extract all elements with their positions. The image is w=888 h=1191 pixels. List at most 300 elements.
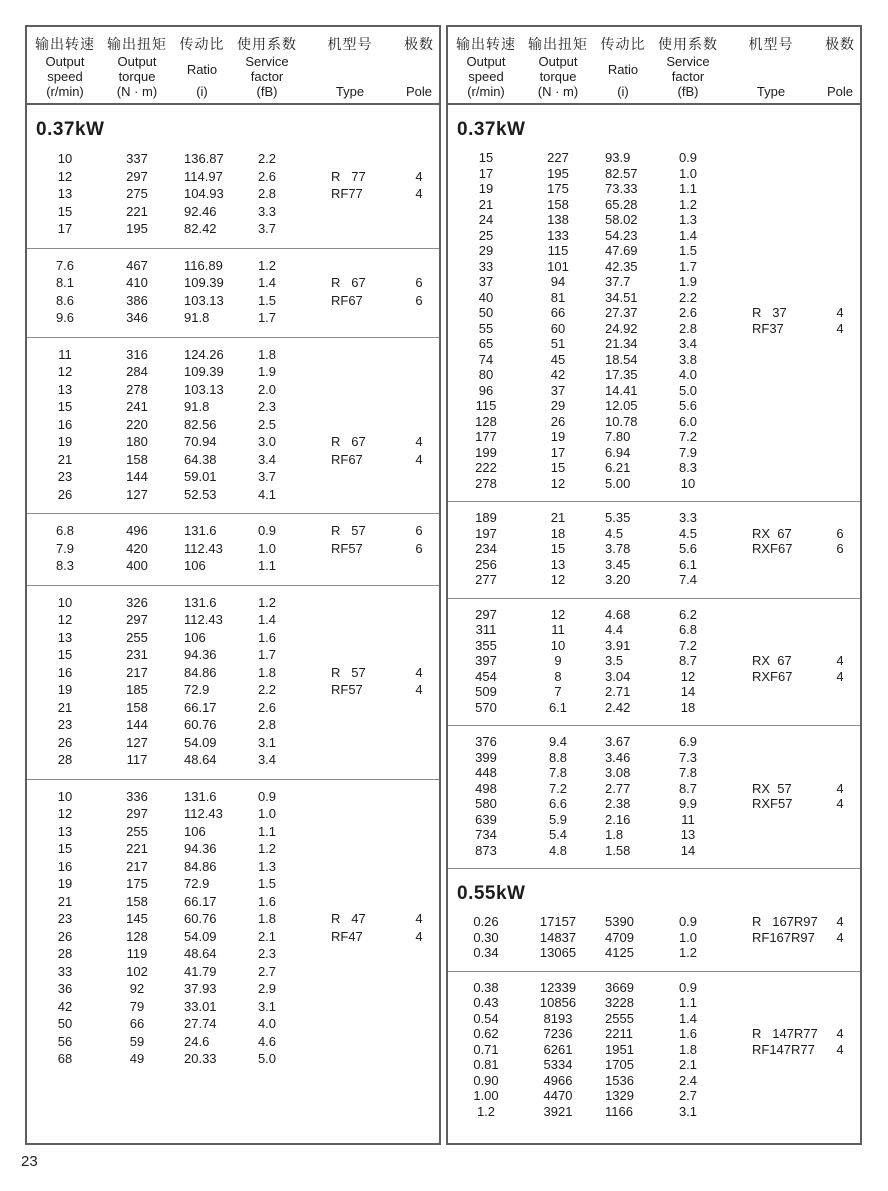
cell-pole: 6 <box>415 540 423 556</box>
cell-service-factor: 1.6 <box>257 893 277 909</box>
table-block <box>448 868 860 971</box>
cell-ratio: 33.01 <box>184 998 217 1014</box>
cell-ratio: 48.64 <box>184 752 217 768</box>
cell-pole: 4 <box>836 1041 844 1057</box>
table-row <box>448 336 860 352</box>
header-en-label <box>666 54 709 84</box>
cell-ratio: 66.17 <box>184 699 217 715</box>
cell-torque: 336 <box>126 788 148 804</box>
page-number: 23 <box>21 1153 38 1170</box>
cell-torque: 6.6 <box>548 796 568 812</box>
table-row <box>27 274 439 292</box>
table-row <box>448 1042 860 1058</box>
table-row <box>27 646 439 664</box>
cell-service-factor: 7.3 <box>678 749 698 765</box>
cell-type: RXF57 <box>752 796 793 812</box>
cell-ratio: 4.5 <box>605 525 624 541</box>
cell-pole: 4 <box>836 796 844 812</box>
cell-torque: 8.8 <box>548 749 568 765</box>
cell-torque: 175 <box>547 181 569 197</box>
cell-ratio: 3.46 <box>605 749 631 765</box>
cell-ratio: 7.80 <box>605 429 631 445</box>
table-block <box>27 337 439 514</box>
cell-ratio: 73.33 <box>605 181 638 197</box>
table-row <box>27 292 439 310</box>
cell-speed: 13 <box>57 381 73 397</box>
table-row <box>448 367 860 383</box>
cell-ratio: 106 <box>184 629 206 645</box>
cell-pole: 6 <box>415 292 423 308</box>
cell-ratio: 60.76 <box>184 911 217 927</box>
cell-type: R 57 <box>331 523 366 539</box>
cell-ratio: 65.28 <box>605 196 638 212</box>
header-zh-label: 机型号 <box>748 36 794 52</box>
cell-pole: 6 <box>415 523 423 539</box>
table-row <box>27 681 439 699</box>
cell-service-factor: 3.1 <box>257 998 277 1014</box>
cell-service-factor: 13 <box>680 827 696 843</box>
cell-speed: 65 <box>478 336 494 352</box>
cell-pole: 4 <box>415 911 423 927</box>
cell-type: R 167R97 <box>752 914 818 930</box>
cell-speed: 26 <box>57 486 73 502</box>
cell-ratio: 4.68 <box>605 606 631 622</box>
cell-service-factor: 6.9 <box>678 734 698 750</box>
header-en-line: Service <box>245 54 289 69</box>
header-zh-label: 传动比 <box>600 36 646 52</box>
header-en-line: Service <box>666 54 710 69</box>
table-row <box>448 150 860 166</box>
cell-speed: 7.9 <box>55 540 75 556</box>
table-row <box>27 1015 439 1033</box>
cell-ratio: 54.09 <box>184 734 217 750</box>
cell-ratio: 52.53 <box>184 486 217 502</box>
cell-ratio: 5.35 <box>605 510 631 526</box>
cell-torque: 17157 <box>539 914 577 930</box>
table-row <box>448 526 860 542</box>
cell-torque: 6.1 <box>548 699 568 715</box>
cell-ratio: 131.6 <box>184 788 217 804</box>
table-row <box>448 700 860 716</box>
table-header <box>27 27 439 105</box>
cell-type: RF67 <box>331 292 363 308</box>
cell-service-factor: 8.7 <box>678 653 698 669</box>
cell-service-factor: 1.5 <box>257 292 277 308</box>
cell-speed: 297 <box>475 606 497 622</box>
header-unit-label: (fB) <box>256 84 278 99</box>
table-row <box>27 309 439 327</box>
cell-torque: 158 <box>547 196 569 212</box>
cell-ratio: 66.17 <box>184 893 217 909</box>
spec-table-right <box>446 25 862 1145</box>
cell-speed: 8.6 <box>55 292 75 308</box>
cell-service-factor: 1.1 <box>678 181 698 197</box>
table-row <box>448 383 860 399</box>
table-row <box>27 203 439 221</box>
header-en-line: Ratio <box>186 61 218 77</box>
cell-service-factor: 3.1 <box>257 734 277 750</box>
cell-torque: 420 <box>126 540 148 556</box>
cell-service-factor: 1.1 <box>257 823 277 839</box>
cell-speed: 355 <box>475 637 497 653</box>
cell-torque: 221 <box>126 841 148 857</box>
table-row <box>448 930 860 946</box>
table-row <box>448 734 860 750</box>
cell-speed: 199 <box>475 444 497 460</box>
cell-speed: 0.62 <box>473 1026 499 1042</box>
cell-ratio: 84.86 <box>184 664 217 680</box>
cell-torque: 275 <box>126 186 148 202</box>
cell-type: RX 67 <box>752 525 792 541</box>
cell-ratio: 91.8 <box>184 399 210 415</box>
cell-speed: 13 <box>57 629 73 645</box>
cell-ratio: 116.89 <box>184 257 223 273</box>
cell-speed: 16 <box>57 416 73 432</box>
cell-ratio: 2555 <box>605 1010 634 1026</box>
cell-service-factor: 2.2 <box>257 151 277 167</box>
table-row <box>27 540 439 558</box>
cell-ratio: 109.39 <box>184 364 224 380</box>
cell-service-factor: 2.8 <box>257 186 277 202</box>
table-row <box>448 476 860 492</box>
cell-torque: 4966 <box>543 1072 573 1088</box>
cell-ratio: 4709 <box>605 929 634 945</box>
cell-torque: 8193 <box>543 1010 573 1026</box>
cell-service-factor: 1.8 <box>257 346 277 362</box>
table-row <box>448 274 860 290</box>
cell-ratio: 59.01 <box>184 469 217 485</box>
cell-service-factor: 3.3 <box>257 203 277 219</box>
cell-speed: 21 <box>57 893 73 909</box>
header-cell-pole <box>399 34 439 99</box>
section-title: 0.37kW <box>36 119 105 140</box>
table-row <box>448 429 860 445</box>
cell-torque: 400 <box>126 558 148 574</box>
cell-service-factor: 1.2 <box>257 594 277 610</box>
table-row <box>448 765 860 781</box>
cell-speed: 0.90 <box>473 1072 499 1088</box>
cell-service-factor: 0.9 <box>678 914 698 930</box>
cell-torque: 18 <box>550 525 566 541</box>
table-row <box>27 875 439 893</box>
cell-torque: 5.4 <box>548 827 568 843</box>
cell-service-factor: 3.8 <box>678 351 698 367</box>
cell-service-factor: 0.9 <box>678 150 698 166</box>
cell-speed: 1.2 <box>476 1103 496 1119</box>
cell-speed: 55 <box>478 320 494 336</box>
table-row <box>27 788 439 806</box>
cell-service-factor: 1.2 <box>257 257 277 273</box>
table-row <box>27 751 439 769</box>
header-en-label <box>117 54 156 84</box>
cell-torque: 221 <box>126 203 148 219</box>
table-row <box>448 541 860 557</box>
cell-speed: 26 <box>57 928 73 944</box>
cell-torque: 10 <box>550 637 566 653</box>
cell-speed: 189 <box>475 510 497 526</box>
cell-ratio: 136.87 <box>184 151 224 167</box>
header-cell-output-torque <box>103 34 171 99</box>
cell-pole: 4 <box>415 168 423 184</box>
cell-speed: 448 <box>475 765 497 781</box>
cell-torque: 231 <box>126 647 148 663</box>
cell-ratio: 3.08 <box>605 765 631 781</box>
table-row <box>448 572 860 588</box>
cell-service-factor: 5.6 <box>678 541 698 557</box>
cell-speed: 29 <box>478 243 494 259</box>
header-en-line: Ratio <box>607 61 639 77</box>
cell-speed: 0.43 <box>473 995 499 1011</box>
cell-ratio: 109.39 <box>184 275 224 291</box>
cell-ratio: 34.51 <box>605 289 638 305</box>
header-zh-label: 使用系数 <box>658 36 718 52</box>
cell-service-factor: 12 <box>680 668 696 684</box>
cell-torque: 175 <box>126 876 148 892</box>
cell-torque: 11 <box>551 622 565 638</box>
cell-speed: 23 <box>57 469 73 485</box>
header-en-line: Output <box>466 54 506 69</box>
cell-type: RXF67 <box>752 541 793 557</box>
cell-speed: 10 <box>57 594 73 610</box>
header-unit-label: (i) <box>196 84 208 99</box>
table-header <box>448 27 860 105</box>
cell-speed: 42 <box>57 998 73 1014</box>
table-row <box>448 243 860 259</box>
cell-torque: 195 <box>126 221 148 237</box>
cell-torque: 119 <box>126 946 148 962</box>
cell-speed: 13 <box>57 186 73 202</box>
table-row <box>448 669 860 685</box>
header-en-line: Output <box>45 54 85 69</box>
cell-service-factor: 1.4 <box>678 227 698 243</box>
cell-ratio: 47.69 <box>605 243 638 259</box>
cell-service-factor: 8.3 <box>678 460 698 476</box>
cell-torque: 115 <box>547 243 569 259</box>
cell-torque: 127 <box>126 486 148 502</box>
cell-torque: 10856 <box>539 995 577 1011</box>
cell-torque: 133 <box>547 227 569 243</box>
cell-speed: 570 <box>475 699 497 715</box>
cell-service-factor: 2.2 <box>257 682 277 698</box>
cell-ratio: 82.42 <box>184 221 217 237</box>
cell-service-factor: 1.1 <box>257 558 277 574</box>
table-row <box>448 557 860 573</box>
cell-torque: 144 <box>126 469 148 485</box>
cell-pole: 4 <box>415 682 423 698</box>
cell-speed: 222 <box>475 460 497 476</box>
table-row <box>448 1073 860 1089</box>
table-row <box>448 684 860 700</box>
cell-speed: 15 <box>478 150 494 166</box>
header-zh-label: 输出转速 <box>456 36 516 52</box>
table-block <box>27 585 439 779</box>
table-row <box>448 1026 860 1042</box>
header-cell-output-torque <box>524 34 592 99</box>
cell-torque: 386 <box>126 292 148 308</box>
table-row <box>27 257 439 275</box>
cell-ratio: 112.43 <box>184 806 223 822</box>
cell-speed: 50 <box>478 305 494 321</box>
cell-speed: 11 <box>58 346 72 362</box>
cell-ratio: 2211 <box>605 1026 633 1042</box>
cell-ratio: 112.43 <box>184 540 223 556</box>
cell-ratio: 1705 <box>605 1057 634 1073</box>
table-row <box>27 1033 439 1051</box>
table-row <box>448 945 860 961</box>
header-en-label <box>466 54 505 84</box>
cell-torque: 21 <box>550 510 566 526</box>
cell-service-factor: 1.6 <box>678 1026 698 1042</box>
header-unit-label: (N · m) <box>537 84 579 99</box>
cell-speed: 21 <box>57 451 73 467</box>
cell-pole: 4 <box>415 928 423 944</box>
cell-pole: 4 <box>836 780 844 796</box>
header-zh-label: 极数 <box>404 36 434 52</box>
cell-torque: 4470 <box>543 1088 573 1104</box>
table-row <box>27 963 439 981</box>
table-row <box>448 212 860 228</box>
header-unit-label: Pole <box>826 84 854 99</box>
cell-pole: 4 <box>836 320 844 336</box>
cell-torque: 220 <box>126 416 148 432</box>
cell-speed: 28 <box>57 752 73 768</box>
cell-speed: 16 <box>57 664 73 680</box>
table-row <box>448 995 860 1011</box>
cell-service-factor: 2.0 <box>257 381 277 397</box>
table-row <box>448 398 860 414</box>
cell-service-factor: 7.2 <box>678 637 698 653</box>
cell-torque: 3921 <box>543 1103 573 1119</box>
cell-ratio: 103.13 <box>184 381 224 397</box>
cell-service-factor: 1.5 <box>257 876 277 892</box>
cell-speed: 1.00 <box>473 1088 499 1104</box>
cell-speed: 37 <box>478 274 494 290</box>
header-zh-label: 传动比 <box>179 36 225 52</box>
cell-ratio: 93.9 <box>605 150 631 166</box>
cell-torque: 4.8 <box>548 842 568 858</box>
cell-torque: 7.2 <box>548 780 568 796</box>
cell-speed: 19 <box>57 434 73 450</box>
cell-type: R 77 <box>331 168 366 184</box>
cell-service-factor: 8.7 <box>678 780 698 796</box>
cell-ratio: 3669 <box>605 979 634 995</box>
spec-tables <box>25 25 862 1145</box>
cell-speed: 15 <box>57 841 73 857</box>
cell-service-factor: 4.0 <box>257 1016 277 1032</box>
cell-torque: 81 <box>550 289 566 305</box>
cell-service-factor: 14 <box>680 842 696 858</box>
cell-speed: 19 <box>57 876 73 892</box>
cell-torque: 17 <box>550 444 566 460</box>
cell-pole: 6 <box>836 525 844 541</box>
cell-ratio: 37.93 <box>184 981 217 997</box>
cell-service-factor: 6.1 <box>678 556 698 572</box>
cell-service-factor: 0.9 <box>257 788 277 804</box>
cell-ratio: 54.23 <box>605 227 638 243</box>
cell-speed: 28 <box>57 946 73 962</box>
header-cell-ratio <box>171 34 233 99</box>
cell-speed: 8.3 <box>55 558 75 574</box>
cell-torque: 158 <box>126 451 148 467</box>
table-row <box>27 805 439 823</box>
cell-speed: 23 <box>57 717 73 733</box>
cell-service-factor: 1.2 <box>257 841 277 857</box>
cell-speed: 0.30 <box>473 929 499 945</box>
cell-service-factor: 3.4 <box>678 336 698 352</box>
cell-ratio: 1536 <box>605 1072 634 1088</box>
table-row <box>27 486 439 504</box>
cell-pole: 4 <box>415 186 423 202</box>
table-row <box>448 510 860 526</box>
cell-ratio: 54.09 <box>184 928 217 944</box>
cell-speed: 0.71 <box>473 1041 499 1057</box>
cell-pole: 6 <box>836 541 844 557</box>
cell-ratio: 64.38 <box>184 451 217 467</box>
header-en-label <box>608 62 638 77</box>
cell-ratio: 131.6 <box>184 523 217 539</box>
table-row <box>448 259 860 275</box>
cell-torque: 316 <box>126 346 148 362</box>
cell-torque: 102 <box>126 963 148 979</box>
table-row <box>448 843 860 859</box>
header-cell-output-speed <box>27 34 103 99</box>
table-row <box>448 1011 860 1027</box>
table-row <box>27 716 439 734</box>
table-row <box>27 980 439 998</box>
cell-service-factor: 7.2 <box>678 429 698 445</box>
cell-speed: 40 <box>478 289 494 305</box>
cell-speed: 15 <box>57 399 73 415</box>
cell-ratio: 24.92 <box>605 320 638 336</box>
cell-ratio: 20.33 <box>184 1051 217 1067</box>
cell-speed: 734 <box>475 827 497 843</box>
cell-ratio: 2.42 <box>605 699 631 715</box>
cell-speed: 33 <box>57 963 73 979</box>
table-row <box>448 622 860 638</box>
cell-service-factor: 2.3 <box>257 946 277 962</box>
spec-table-left <box>25 25 441 1145</box>
cell-service-factor: 1.7 <box>257 647 277 663</box>
table-row <box>27 629 439 647</box>
cell-ratio: 91.8 <box>184 310 210 326</box>
cell-service-factor: 3.7 <box>257 469 277 485</box>
table-row <box>448 352 860 368</box>
cell-type: RX 67 <box>752 653 792 669</box>
cell-torque: 337 <box>126 151 148 167</box>
table-row <box>27 557 439 575</box>
section-title: 0.55kW <box>457 883 526 904</box>
cell-ratio: 82.57 <box>605 165 638 181</box>
cell-torque: 15 <box>550 460 566 476</box>
header-en-line: factor <box>250 69 284 84</box>
cell-speed: 454 <box>475 668 497 684</box>
cell-type: RF77 <box>331 186 363 202</box>
cell-speed: 278 <box>475 475 497 491</box>
cell-service-factor: 1.7 <box>678 258 698 274</box>
cell-type: RXF67 <box>752 668 793 684</box>
header-unit-label: Type <box>756 84 786 99</box>
cell-ratio: 21.34 <box>605 336 638 352</box>
cell-speed: 50 <box>57 1016 73 1032</box>
cell-ratio: 82.56 <box>184 416 217 432</box>
cell-torque: 12339 <box>539 979 577 995</box>
cell-torque: 5334 <box>543 1057 573 1073</box>
cell-ratio: 27.37 <box>605 305 638 321</box>
cell-service-factor: 7.4 <box>678 572 698 588</box>
header-en-line: Output <box>538 54 578 69</box>
cell-type: R 57 <box>331 664 366 680</box>
table-row <box>448 827 860 843</box>
